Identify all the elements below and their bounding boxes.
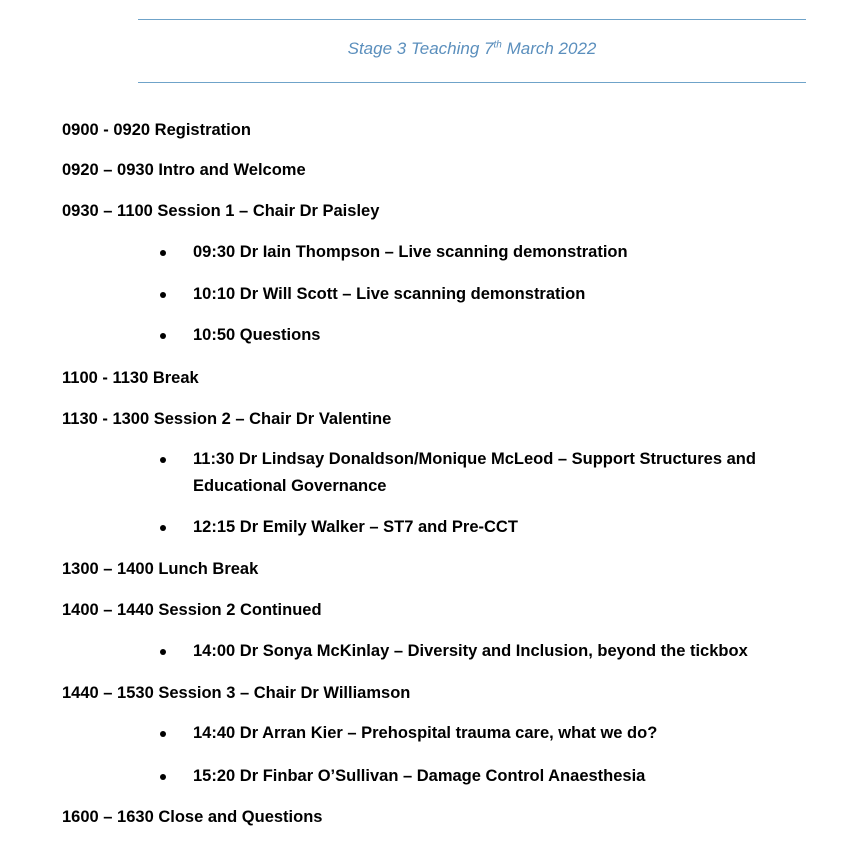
schedule-item-lunch: 1300 – 1400 Lunch Break — [62, 560, 259, 578]
list-item-questions: 10:50 Questions — [193, 322, 813, 349]
list-item-talk-mckinlay: 14:00 Dr Sonya McKinlay – Diversity and Inclusion, beyond the tickbox — [193, 638, 813, 665]
list-item-talk-kier: 14:40 Dr Arran Kier – Prehospital trauma care, what we do? — [193, 720, 813, 747]
schedule-item-close: 1600 – 1630 Close and Questions — [62, 808, 323, 826]
list-item-talk-thompson: 09:30 Dr Iain Thompson – Live scanning demonstration — [193, 239, 813, 266]
list-item-talk-osullivan: 15:20 Dr Finbar O’Sullivan – Damage Control Anaesthesia — [193, 763, 813, 790]
header-rule-top — [138, 19, 806, 20]
schedule-item-intro: 0920 – 0930 Intro and Welcome — [62, 161, 306, 179]
schedule-item-session-2-continued: 1400 – 1440 Session 2 Continued — [62, 601, 322, 619]
bullet-icon — [160, 649, 166, 655]
header-rule-bottom — [138, 82, 806, 83]
schedule-item-registration: 0900 - 0920 Registration — [62, 121, 251, 139]
list-item-talk-donaldson: 11:30 Dr Lindsay Donaldson/Monique McLeod – Support Structures and Educational Governance — [193, 446, 813, 500]
bullet-icon — [160, 731, 166, 737]
page-title: Stage 3 Teaching 7th March 2022 — [347, 39, 597, 58]
schedule-item-session-2: 1130 - 1300 Session 2 – Chair Dr Valentine — [62, 410, 392, 428]
bullet-icon — [160, 774, 166, 780]
bullet-icon — [160, 525, 166, 531]
list-item-talk-walker: 12:15 Dr Emily Walker – ST7 and Pre-CCT — [193, 514, 813, 541]
bullet-icon — [160, 457, 166, 463]
bullet-icon — [160, 250, 166, 256]
bullet-icon — [160, 292, 166, 298]
schedule-item-break: 1100 - 1130 Break — [62, 369, 199, 387]
schedule-item-session-1: 0930 – 1100 Session 1 – Chair Dr Paisley — [62, 202, 380, 220]
bullet-icon — [160, 333, 166, 339]
schedule-item-session-3: 1440 – 1530 Session 3 – Chair Dr Williamson — [62, 684, 411, 702]
list-item-talk-scott: 10:10 Dr Will Scott – Live scanning demonstration — [193, 281, 813, 308]
